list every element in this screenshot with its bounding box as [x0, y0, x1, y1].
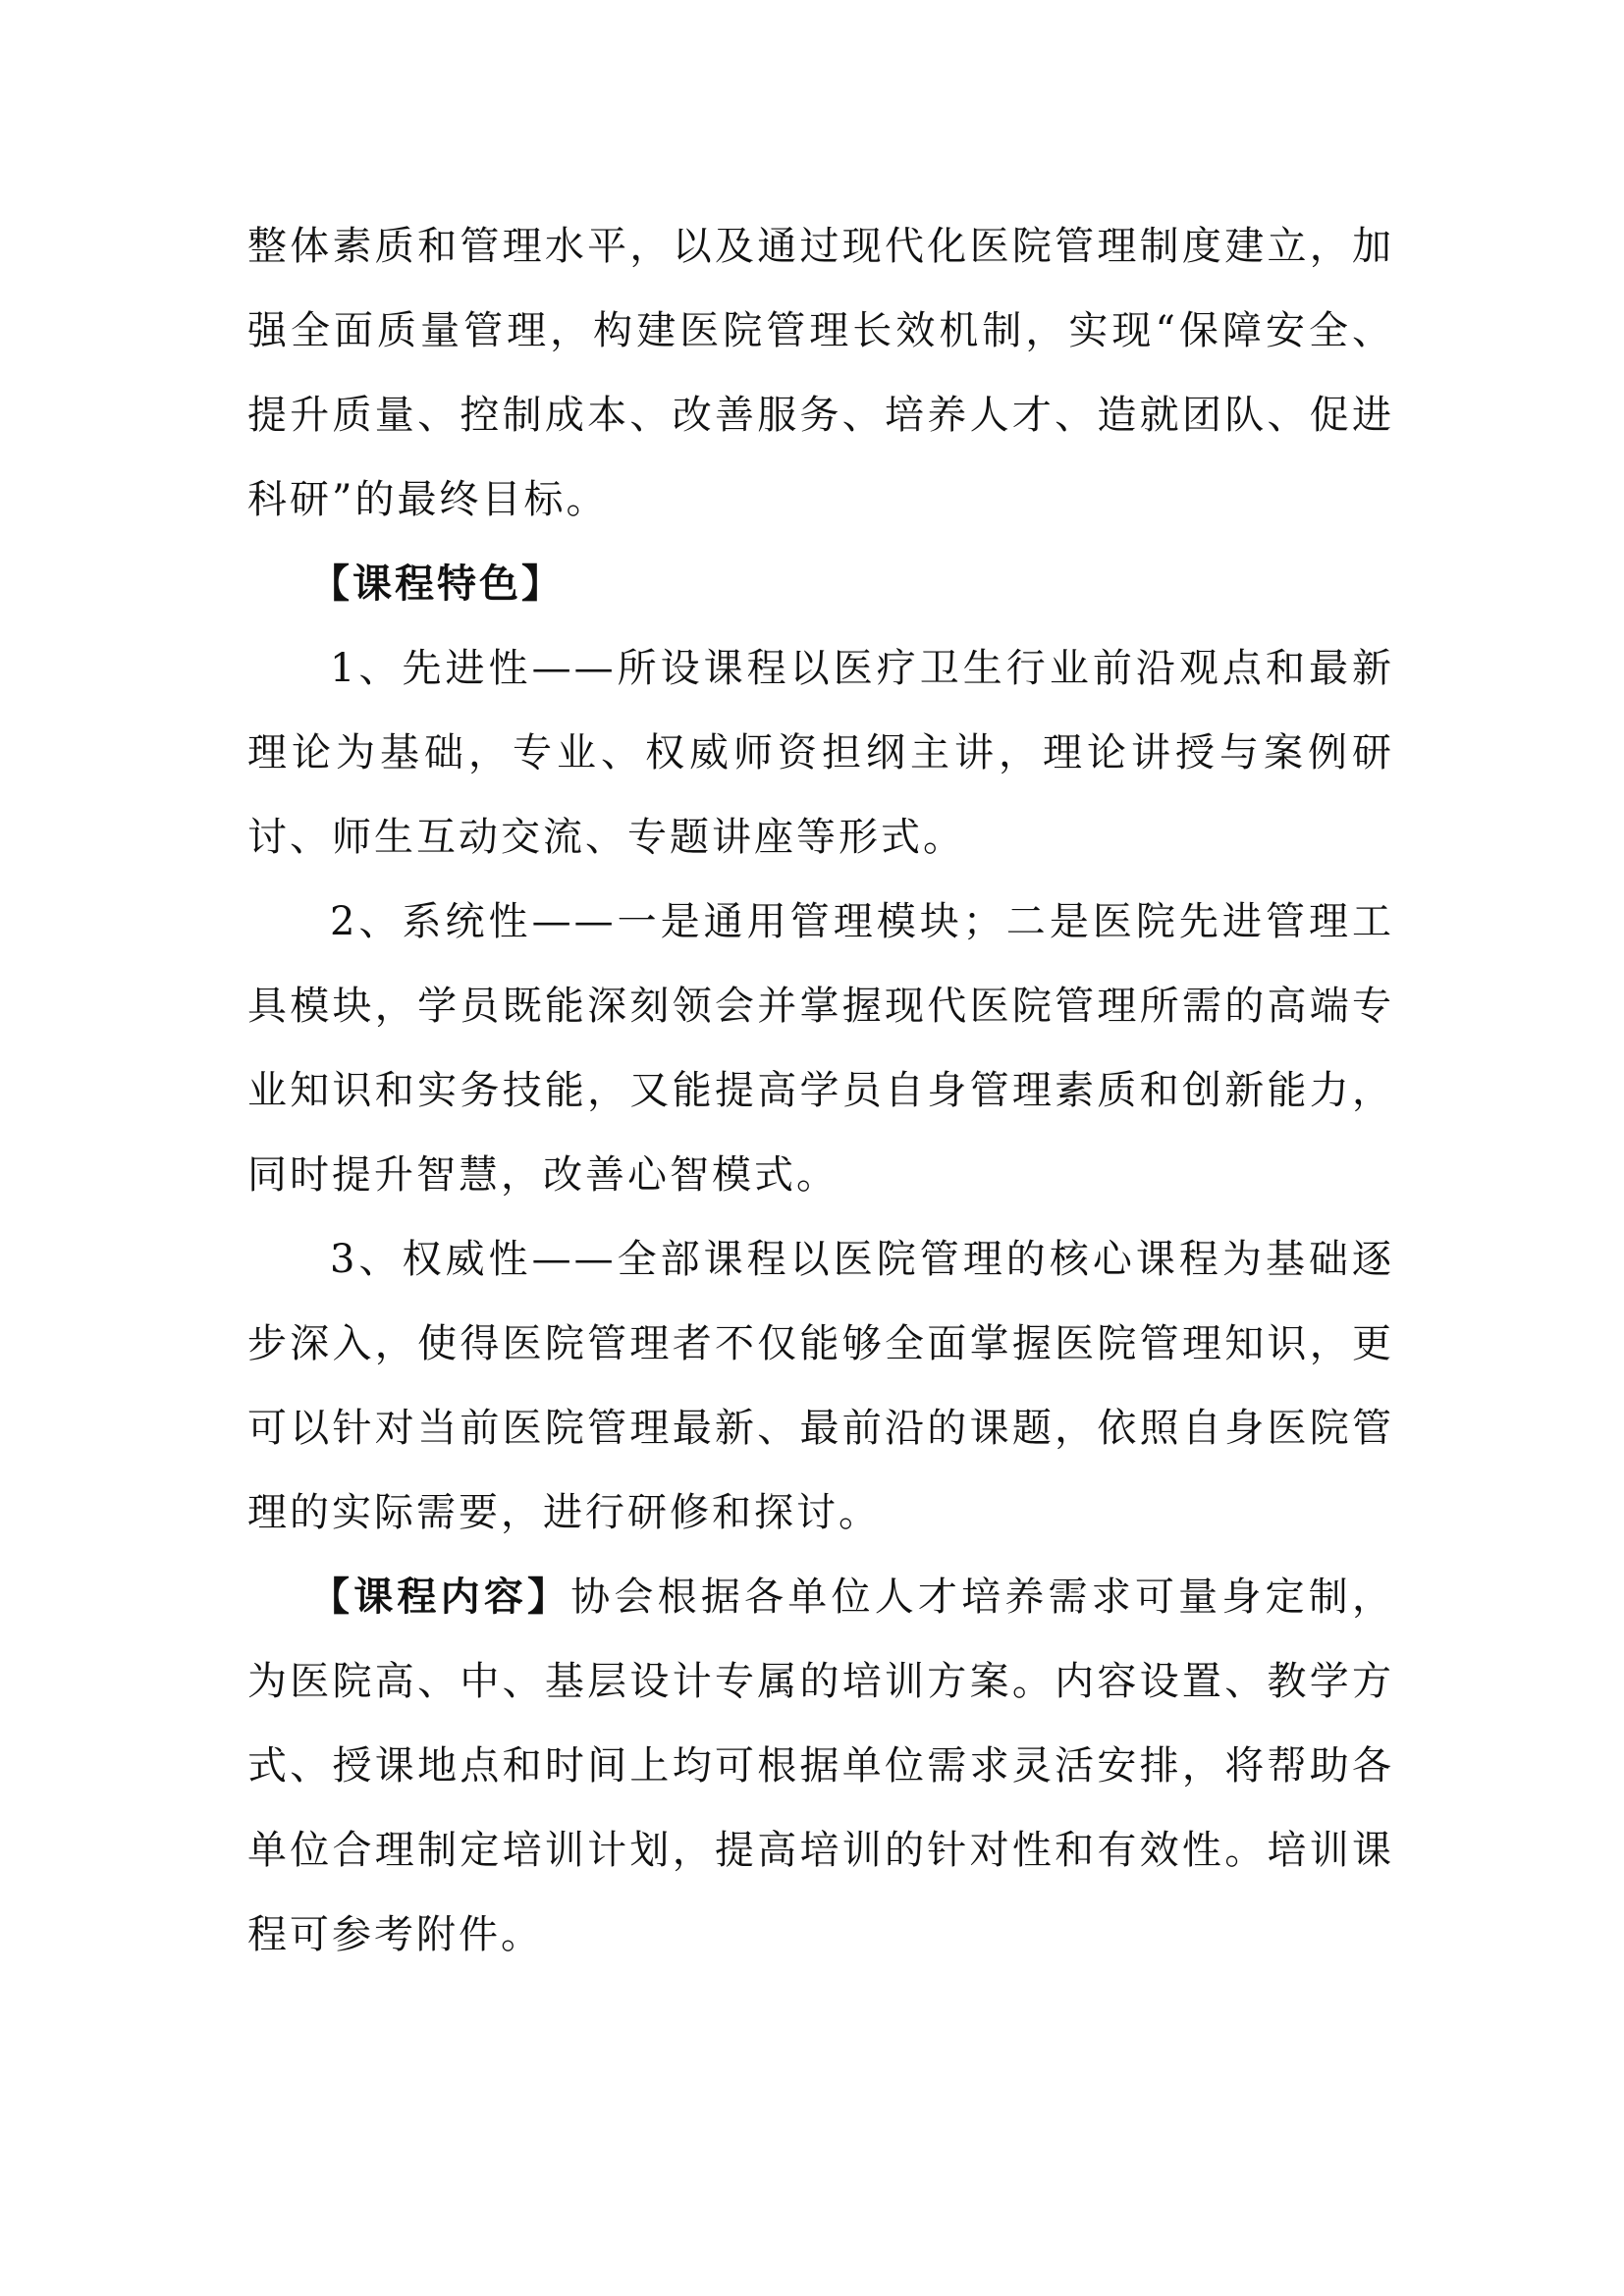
- content-heading: 【课程内容】: [310, 1574, 571, 1620]
- document-body: [247, 204, 1394, 1977]
- feature-paragraph-2: 2、系统性——一是通用管理模块；二是医院先进管理工具模块，学员既能深刻领会并掌握现代医院管理所需的高端专业知识和实务技能，又能提高学员自身管理素质和创新能力，同时提升智慧，改善心智模式。: [247, 899, 1394, 1198]
- feature-paragraph-1: 1、先进性——所设课程以医疗卫生行业前沿观点和最新理论为基础，专业、权威师资担纲主讲，理论讲授与案例研讨、师生互动交流、专题讲座等形式。: [247, 646, 1394, 860]
- content-text: 协会根据各单位人才培养需求可量身定制，为医院高、中、基层设计专属的培训方案。内容设置、教学方式、授课地点和时间上均可根据单位需求灵活安排，将帮助各单位合理制定培训计划，提高培训的针对性和有效性。培训课程可参考附件。: [247, 1575, 1394, 1957]
- feature-paragraph-3: 3、权威性——全部课程以医院管理的核心课程为基础逐步深入，使得医院管理者不仅能够全面掌握医院管理知识，更可以针对当前医院管理最新、最前沿的课题，依照自身医院管理的实际需要，进行研修和探讨。: [247, 1237, 1394, 1535]
- intro-paragraph: 整体素质和管理水平，以及通过现代化医院管理制度建立，加强全面质量管理，构建医院管理长效机制，实现“保障安全、提升质量、控制成本、改善服务、培养人才、造就团队、促进科研”的最终目标。: [247, 224, 1394, 522]
- content-paragraph: [247, 1555, 1394, 1977]
- features-heading: 【课程特色】: [310, 561, 564, 607]
